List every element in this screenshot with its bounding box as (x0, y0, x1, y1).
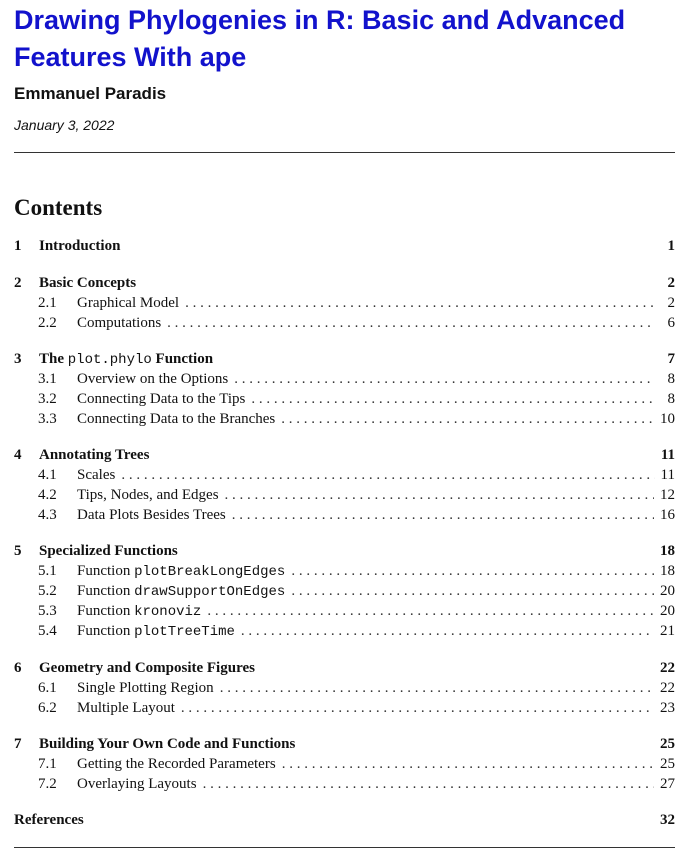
toc-page: 21 (660, 623, 675, 639)
toc-entry-basic-concepts[interactable] (14, 273, 675, 293)
dot-leader (291, 561, 654, 581)
contents-heading: Contents (14, 195, 103, 220)
toc-number: 1 (14, 238, 22, 254)
toc-number: 3.3 (38, 411, 57, 427)
toc-page: 16 (660, 507, 675, 523)
dot-leader (207, 601, 654, 621)
function-name: plot.phylo (67, 352, 152, 368)
toc-number: 6 (14, 660, 22, 676)
toc-title: Overview on the Options (77, 371, 229, 387)
toc-title: Annotating Trees (39, 447, 150, 463)
toc-number: 4 (14, 447, 22, 463)
toc-entry-plotbreaklongedges[interactable] (14, 561, 675, 581)
dot-leader (281, 409, 654, 429)
toc-page: 22 (660, 680, 675, 696)
function-name: drawSupportOnEdges (134, 584, 286, 600)
toc-entry-overlaying-layouts[interactable] (14, 774, 675, 794)
toc-title: Introduction (39, 238, 121, 254)
toc-page: 11 (660, 447, 675, 463)
toc-page: 1 (667, 238, 675, 254)
toc-entry-graphical-model[interactable] (14, 293, 675, 313)
toc-page: 20 (660, 583, 675, 599)
toc-title: Geometry and Composite Figures (39, 660, 255, 676)
toc-entry-tips-nodes-edges[interactable] (14, 485, 675, 505)
toc-title: Scales (77, 467, 116, 483)
toc-page: 2 (667, 295, 675, 311)
toc-page: 18 (660, 543, 675, 559)
toc-entry-drawsupportonedges[interactable] (14, 581, 675, 601)
toc-number: 6.1 (38, 680, 57, 696)
toc-title: Basic Concepts (39, 275, 137, 291)
toc-title: Building Your Own Code and Functions (39, 736, 296, 752)
toc-page: 25 (660, 736, 675, 752)
toc-number: 3.1 (38, 371, 57, 387)
toc-number: 7.1 (38, 756, 57, 772)
dot-leader (234, 369, 655, 389)
toc-entry-data-to-tips[interactable] (14, 389, 675, 409)
toc-title: Tips, Nodes, and Edges (77, 487, 219, 503)
toc-entry-recorded-parameters[interactable] (14, 754, 675, 774)
toc-page: 6 (667, 315, 675, 331)
document-date: January 3, 2022 (14, 117, 115, 133)
toc-page: 12 (660, 487, 675, 503)
toc-title: Connecting Data to the Tips (77, 391, 246, 407)
toc-title: Specialized Functions (39, 543, 178, 559)
dot-leader (121, 465, 654, 485)
toc-entry-annotating-trees[interactable] (14, 445, 675, 465)
dot-leader (291, 581, 654, 601)
toc-page: 7 (667, 351, 675, 367)
toc-title: Getting the Recorded Parameters (77, 756, 276, 772)
dot-leader (203, 774, 654, 794)
toc-entry-plottreetime[interactable] (14, 621, 675, 641)
toc-title: Overlaying Layouts (77, 776, 197, 792)
toc-entry-geometry[interactable] (14, 658, 675, 678)
toc-entry-kronoviz[interactable] (14, 601, 675, 621)
dot-leader (220, 678, 654, 698)
dot-leader (241, 621, 654, 641)
dot-leader (225, 485, 654, 505)
toc-number: 5 (14, 543, 22, 559)
toc-page: 8 (667, 371, 675, 387)
toc-entry-data-plots[interactable] (14, 505, 675, 525)
toc-number: 5.4 (38, 623, 57, 639)
toc-entry-multiple-layout[interactable] (14, 698, 675, 718)
toc-page: 25 (660, 756, 675, 772)
toc-title: Computations (77, 315, 162, 331)
toc-page: 22 (660, 660, 675, 676)
toc-number: 3.2 (38, 391, 57, 407)
function-name: plotTreeTime (134, 624, 235, 640)
toc-number: 2.2 (38, 315, 57, 331)
toc-entry-introduction[interactable] (14, 236, 675, 256)
toc-number: 4.1 (38, 467, 57, 483)
function-name: plotBreakLongEdges (134, 564, 286, 580)
toc-page: 18 (660, 563, 675, 579)
toc-page: 23 (660, 700, 675, 716)
toc-title: The plot.phylo Function (39, 351, 214, 368)
toc-title: Function plotBreakLongEdges (77, 563, 286, 580)
toc-number: 3 (14, 351, 22, 367)
toc-page: 2 (667, 275, 675, 291)
dot-leader (167, 313, 655, 333)
toc-entry-data-to-branches[interactable] (14, 409, 675, 429)
toc-title: Function plotTreeTime (77, 623, 235, 640)
bottom-rule (14, 847, 675, 848)
toc-title: Graphical Model (77, 295, 180, 311)
toc-number: 7 (14, 736, 22, 752)
toc-entry-references[interactable] (14, 810, 675, 830)
toc-page: 27 (660, 776, 675, 792)
toc-page: 8 (667, 391, 675, 407)
author-name: Emmanuel Paradis (14, 84, 167, 103)
toc-page: 11 (660, 467, 675, 483)
dot-leader (185, 293, 655, 313)
dot-leader (282, 754, 654, 774)
toc-number: 2 (14, 275, 22, 291)
toc-number: 7.2 (38, 776, 57, 792)
dot-leader (181, 698, 654, 718)
toc-title: References (14, 812, 84, 828)
toc-number: 4.2 (38, 487, 57, 503)
dot-leader (232, 505, 654, 525)
toc-entry-overview-options[interactable] (14, 369, 675, 389)
toc-number: 5.1 (38, 563, 57, 579)
dot-leader (251, 389, 655, 409)
toc-page: 32 (660, 812, 675, 828)
toc-page: 10 (660, 411, 675, 427)
toc-number: 2.1 (38, 295, 57, 311)
toc-entry-single-plotting-region[interactable] (14, 678, 675, 698)
toc-title: Connecting Data to the Branches (77, 411, 276, 427)
document-title: Drawing Phylogenies in R: Basic and Advanced Features With ape (14, 5, 626, 72)
toc-entry-plot-phylo-function[interactable] (14, 349, 675, 369)
toc-page: 20 (660, 603, 675, 619)
toc-number: 5.3 (38, 603, 57, 619)
toc-entry-own-code[interactable] (14, 734, 675, 754)
toc-entry-computations[interactable] (14, 313, 675, 333)
function-name: kronoviz (134, 604, 202, 620)
toc-number: 4.3 (38, 507, 57, 523)
toc-title: Single Plotting Region (77, 680, 214, 696)
toc-title: Function drawSupportOnEdges (77, 583, 286, 600)
toc-title: Multiple Layout (77, 700, 175, 716)
toc-entry-scales[interactable] (14, 465, 675, 485)
toc-number: 5.2 (38, 583, 57, 599)
toc-entry-specialized-functions[interactable] (14, 541, 675, 561)
toc-title: Function kronoviz (77, 603, 202, 620)
toc-title: Data Plots Besides Trees (77, 507, 226, 523)
toc-number: 6.2 (38, 700, 57, 716)
